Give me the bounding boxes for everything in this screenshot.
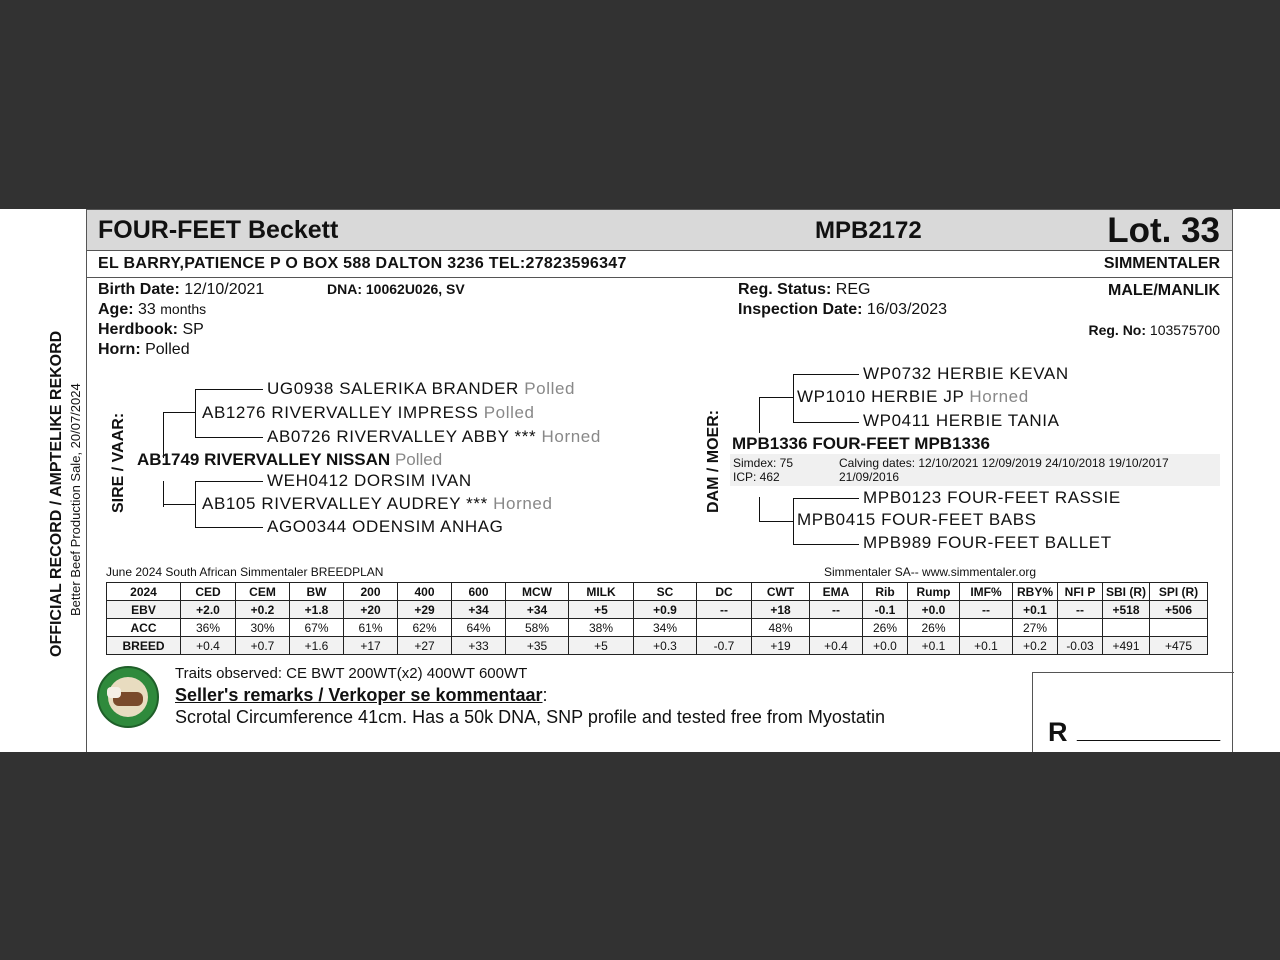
ebv-table xyxy=(106,582,1208,655)
connector xyxy=(195,389,196,437)
table-cell: +17 xyxy=(344,637,398,655)
connector xyxy=(195,481,263,482)
table-row xyxy=(107,637,1208,655)
table-row xyxy=(107,619,1208,637)
lot-number: Lot. 33 xyxy=(1107,211,1220,250)
animal-name: FOUR-FEET Beckett xyxy=(98,216,339,244)
card-header xyxy=(87,209,1232,251)
column-header: MCW xyxy=(506,583,569,601)
row-label: BREED xyxy=(107,637,181,655)
table-cell: 26% xyxy=(908,619,960,637)
icp: ICP: 462 xyxy=(733,470,780,484)
column-header: IMF% xyxy=(960,583,1013,601)
table-cell: +0.1 xyxy=(908,637,960,655)
owner-address: EL BARRY,PATIENCE P O BOX 588 DALTON 3236 TEL:27823596347 xyxy=(98,255,627,272)
age: Age: 33 months xyxy=(98,301,207,318)
inspection-date: Inspection Date: 16/03/2023 xyxy=(738,301,947,318)
table-cell: +0.4 xyxy=(181,637,236,655)
sire-dam: AB105 RIVERVALLEY AUDREY *** Horned xyxy=(202,494,553,513)
table-row xyxy=(107,601,1208,619)
table-cell: 30% xyxy=(236,619,290,637)
row-label: ACC xyxy=(107,619,181,637)
sire-name: AB1749 RIVERVALLEY NISSAN Polled xyxy=(137,450,443,469)
row-label: EBV xyxy=(107,601,181,619)
table-cell: +518 xyxy=(1103,601,1150,619)
table-cell: 64% xyxy=(452,619,506,637)
table-cell: -- xyxy=(960,601,1013,619)
birth-date: Birth Date: 12/10/2021 xyxy=(98,281,265,298)
table-cell: +0.2 xyxy=(1013,637,1058,655)
column-header: BW xyxy=(290,583,344,601)
column-header: DC xyxy=(697,583,752,601)
table-cell: +5 xyxy=(569,601,634,619)
table-cell: -- xyxy=(1058,601,1103,619)
connector xyxy=(793,422,859,423)
column-header: RBY% xyxy=(1013,583,1058,601)
calving-dates: Calving dates: 12/10/2021 12/09/2019 24/10/2018 19/10/2017 xyxy=(839,456,1169,470)
table-cell: -0.1 xyxy=(863,601,908,619)
table-cell: +506 xyxy=(1150,601,1208,619)
price-line: __________________ xyxy=(1077,725,1220,742)
dna-info: DNA: 10062U026, SV xyxy=(327,281,465,297)
breedplan-label: June 2024 South African Simmentaler BREEDPLAN xyxy=(106,565,384,579)
table-cell xyxy=(1150,619,1208,637)
owner-row xyxy=(87,251,1232,278)
breed-name: SIMMENTALER xyxy=(1103,255,1220,272)
dam-dam-sire: MPB0123 FOUR-FEET RASSIE xyxy=(863,488,1121,507)
catalogue-page xyxy=(0,209,1280,752)
column-header: SC xyxy=(634,583,697,601)
sale-label: Better Beef Production Sale, 20/07/2024 xyxy=(68,383,83,616)
table-cell: +19 xyxy=(752,637,810,655)
connector xyxy=(759,521,793,522)
column-header: Rump xyxy=(908,583,960,601)
table-cell: +0.4 xyxy=(810,637,863,655)
table-cell: 61% xyxy=(344,619,398,637)
table-cell: +1.8 xyxy=(290,601,344,619)
dam-sire: WP1010 HERBIE JP Horned xyxy=(797,387,1029,406)
column-header: CEM xyxy=(236,583,290,601)
dam-sire-sire: WP0732 HERBIE KEVAN xyxy=(863,364,1069,383)
column-header: 200 xyxy=(344,583,398,601)
connector xyxy=(195,389,263,390)
reg-number: Reg. No: 103575700 xyxy=(1088,322,1220,338)
simmentaler-logo xyxy=(97,666,159,728)
column-header: 600 xyxy=(452,583,506,601)
dam-name: MPB1336 FOUR-FEET MPB1336 xyxy=(732,434,990,453)
traits-observed: Traits observed: CE BWT 200WT(x2) 400WT 600WT xyxy=(175,665,528,682)
table-cell: +0.9 xyxy=(634,601,697,619)
table-cell: 58% xyxy=(506,619,569,637)
table-cell xyxy=(697,619,752,637)
table-cell: -0.7 xyxy=(697,637,752,655)
column-header: 400 xyxy=(398,583,452,601)
sex: MALE/MANLIK xyxy=(1108,282,1220,299)
column-header: CWT xyxy=(752,583,810,601)
table-cell: 36% xyxy=(181,619,236,637)
seller-remarks: Scrotal Circumference 41cm. Has a 50k DNA, SNP profile and tested free from Myostatin xyxy=(175,707,885,727)
connector xyxy=(759,397,793,398)
calving-dates-cont: 21/09/2016 xyxy=(839,470,900,484)
table-cell: +475 xyxy=(1150,637,1208,655)
column-header: Rib xyxy=(863,583,908,601)
connector xyxy=(793,498,859,499)
table-cell: +27 xyxy=(398,637,452,655)
connector xyxy=(163,504,195,505)
official-record-label: OFFICIAL RECORD / AMPTELIKE REKORD xyxy=(48,330,65,657)
column-header: SPI (R) xyxy=(1150,583,1208,601)
table-cell: +5 xyxy=(569,637,634,655)
sire-sire: AB1276 RIVERVALLEY IMPRESS Polled xyxy=(202,403,535,422)
table-cell: +0.7 xyxy=(236,637,290,655)
connector xyxy=(793,544,859,545)
connector xyxy=(793,498,794,544)
sire-sire-dam: AB0726 RIVERVALLEY ABBY *** Horned xyxy=(267,427,601,446)
table-cell: +2.0 xyxy=(181,601,236,619)
lot-card xyxy=(86,209,1233,752)
connector xyxy=(195,481,196,527)
table-cell: 62% xyxy=(398,619,452,637)
horn-status: Horn: Polled xyxy=(98,341,190,358)
table-cell: +491 xyxy=(1103,637,1150,655)
website: Simmentaler SA-- www.simmentaler.org xyxy=(824,565,1037,579)
price-prefix: R xyxy=(1048,717,1068,747)
table-cell: +33 xyxy=(452,637,506,655)
reg-status: Reg. Status: REG xyxy=(738,281,871,298)
column-header: 2024 xyxy=(107,583,181,601)
table-cell: +1.6 xyxy=(290,637,344,655)
connector xyxy=(759,397,760,433)
animal-code: MPB2172 xyxy=(815,217,922,244)
table-cell xyxy=(810,619,863,637)
table-cell: 38% xyxy=(569,619,634,637)
table-cell: +34 xyxy=(452,601,506,619)
table-cell: 26% xyxy=(863,619,908,637)
table-cell: +0.1 xyxy=(960,637,1013,655)
connector xyxy=(195,527,263,528)
connector xyxy=(793,374,859,375)
connector xyxy=(793,374,794,422)
sire-dam-dam: AGO0344 ODENSIM ANHAG xyxy=(267,517,504,536)
table-cell: -- xyxy=(697,601,752,619)
remarks-heading: Seller's remarks / Verkoper se kommentaar: xyxy=(175,685,548,705)
table-cell: +0.0 xyxy=(863,637,908,655)
connector xyxy=(195,437,263,438)
sire-dam-sire: WEH0412 DORSIM IVAN xyxy=(267,471,472,490)
dam-dam: MPB0415 FOUR-FEET BABS xyxy=(797,510,1037,529)
table-cell: 67% xyxy=(290,619,344,637)
column-header: EMA xyxy=(810,583,863,601)
table-cell: +0.3 xyxy=(634,637,697,655)
dam-dam-dam: MPB989 FOUR-FEET BALLET xyxy=(863,533,1112,552)
column-header: SBI (R) xyxy=(1103,583,1150,601)
price-box[interactable] xyxy=(1032,672,1234,752)
sire-heading: SIRE / VAAR: xyxy=(110,412,127,513)
table-cell xyxy=(1103,619,1150,637)
table-cell xyxy=(1058,619,1103,637)
column-header: MILK xyxy=(569,583,634,601)
connector xyxy=(759,497,760,521)
dam-sire-dam: WP0411 HERBIE TANIA xyxy=(863,411,1060,430)
dam-info-box xyxy=(730,454,1220,486)
table-header-row xyxy=(107,583,1208,601)
table-cell: +0.2 xyxy=(236,601,290,619)
table-cell: +18 xyxy=(752,601,810,619)
table-cell: +0.1 xyxy=(1013,601,1058,619)
table-cell: +20 xyxy=(344,601,398,619)
table-cell: 34% xyxy=(634,619,697,637)
simdex: Simdex: 75 xyxy=(733,456,794,470)
table-cell xyxy=(960,619,1013,637)
table-cell: +0.0 xyxy=(908,601,960,619)
table-cell: +35 xyxy=(506,637,569,655)
sire-sire-sire: UG0938 SALERIKA BRANDER Polled xyxy=(267,379,576,398)
column-header: CED xyxy=(181,583,236,601)
table-cell: +34 xyxy=(506,601,569,619)
herdbook: Herdbook: SP xyxy=(98,321,204,338)
table-cell: 27% xyxy=(1013,619,1058,637)
column-header: NFI P xyxy=(1058,583,1103,601)
dam-heading: DAM / MOER: xyxy=(705,409,722,513)
table-cell: 48% xyxy=(752,619,810,637)
table-cell: -0.03 xyxy=(1058,637,1103,655)
connector xyxy=(163,412,195,413)
table-cell: -- xyxy=(810,601,863,619)
table-cell: +29 xyxy=(398,601,452,619)
